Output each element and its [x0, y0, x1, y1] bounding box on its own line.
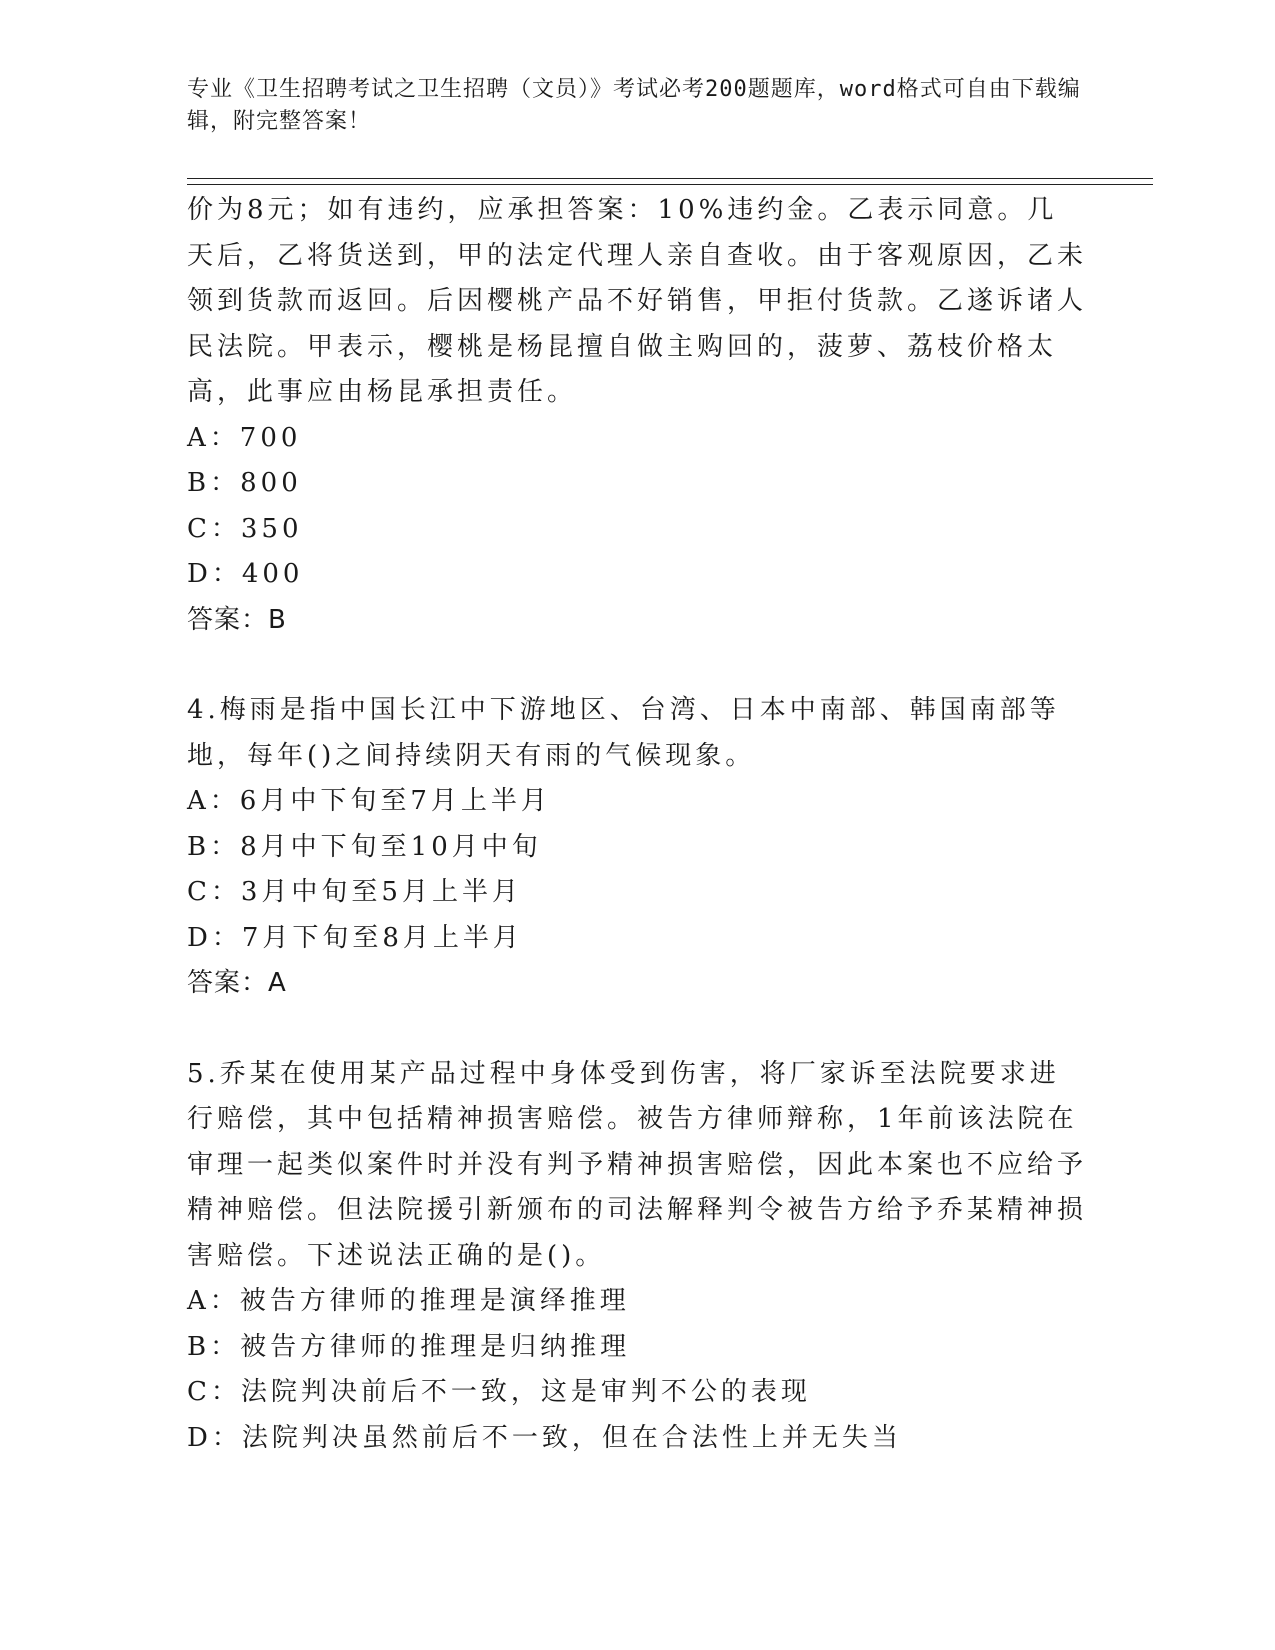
header-rule-bottom	[187, 184, 1153, 185]
option-d: D：400	[187, 559, 304, 589]
answer-line: 答案：B	[187, 604, 287, 635]
option-a: A：700	[187, 422, 302, 453]
header-rule-top	[187, 178, 1153, 179]
question-3	[187, 188, 1087, 643]
option-c: C：3月中旬至5月上半月	[187, 877, 522, 907]
option-b: B：800	[187, 468, 302, 498]
option-c: C：法院判决前后不一致，这是审判不公的表现	[187, 1377, 811, 1407]
question-list	[187, 188, 1087, 1461]
option-c: C：350	[187, 513, 303, 544]
question-5	[187, 1052, 1087, 1462]
option-a: A：被告方律师的推理是演绎推理	[187, 1286, 630, 1316]
question-stem: 4.梅雨是指中国长江中下游地区、台湾、日本中南部、韩国南部等地，每年()之间持续阴天有雨的气候现象。	[187, 695, 1060, 771]
answer-line: 答案：A	[187, 968, 287, 998]
option-d: D：7月下旬至8月上半月	[187, 922, 523, 953]
option-b: B：8月中下旬至10月中旬	[187, 831, 542, 862]
question-stem: 5.乔某在使用某产品过程中身体受到伤害，将厂家诉至法院要求进行赔偿，其中包括精神损害赔偿。被告方律师辩称，1年前该法院在审理一起类似案件时并没有判予精神损害赔偿，因此本案也不应给予精神赔偿。但法院援引新颁布的司法解释判令被告方给予乔某精神损害赔偿。下述说法正确的是()。	[187, 1058, 1088, 1271]
question-stem: 价为8元；如有违约，应承担答案：10%违约金。乙表示同意。几天后，乙将货送到，甲的法定代理人亲自查收。由于客观原因，乙未领到货款而返回。后因樱桃产品不好销售，甲拒付货款。乙遂诉诸人民法院。甲表示，樱桃是杨昆擅自做主购回的，菠萝、荔枝价格太高，此事应由杨昆承担责任。	[187, 195, 1088, 407]
option-d: D：法院判决虽然前后不一致，但在合法性上并无失当	[187, 1422, 902, 1453]
option-b: B：被告方律师的推理是归纳推理	[187, 1331, 631, 1362]
option-a: A：6月中下旬至7月上半月	[187, 786, 551, 816]
document-header	[187, 74, 1087, 138]
header-text: 专业《卫生招聘考试之卫生招聘（文员）》考试必考200题题库，word格式可自由下载编辑，附完整答案！	[187, 77, 1081, 134]
question-4	[187, 688, 1087, 1007]
